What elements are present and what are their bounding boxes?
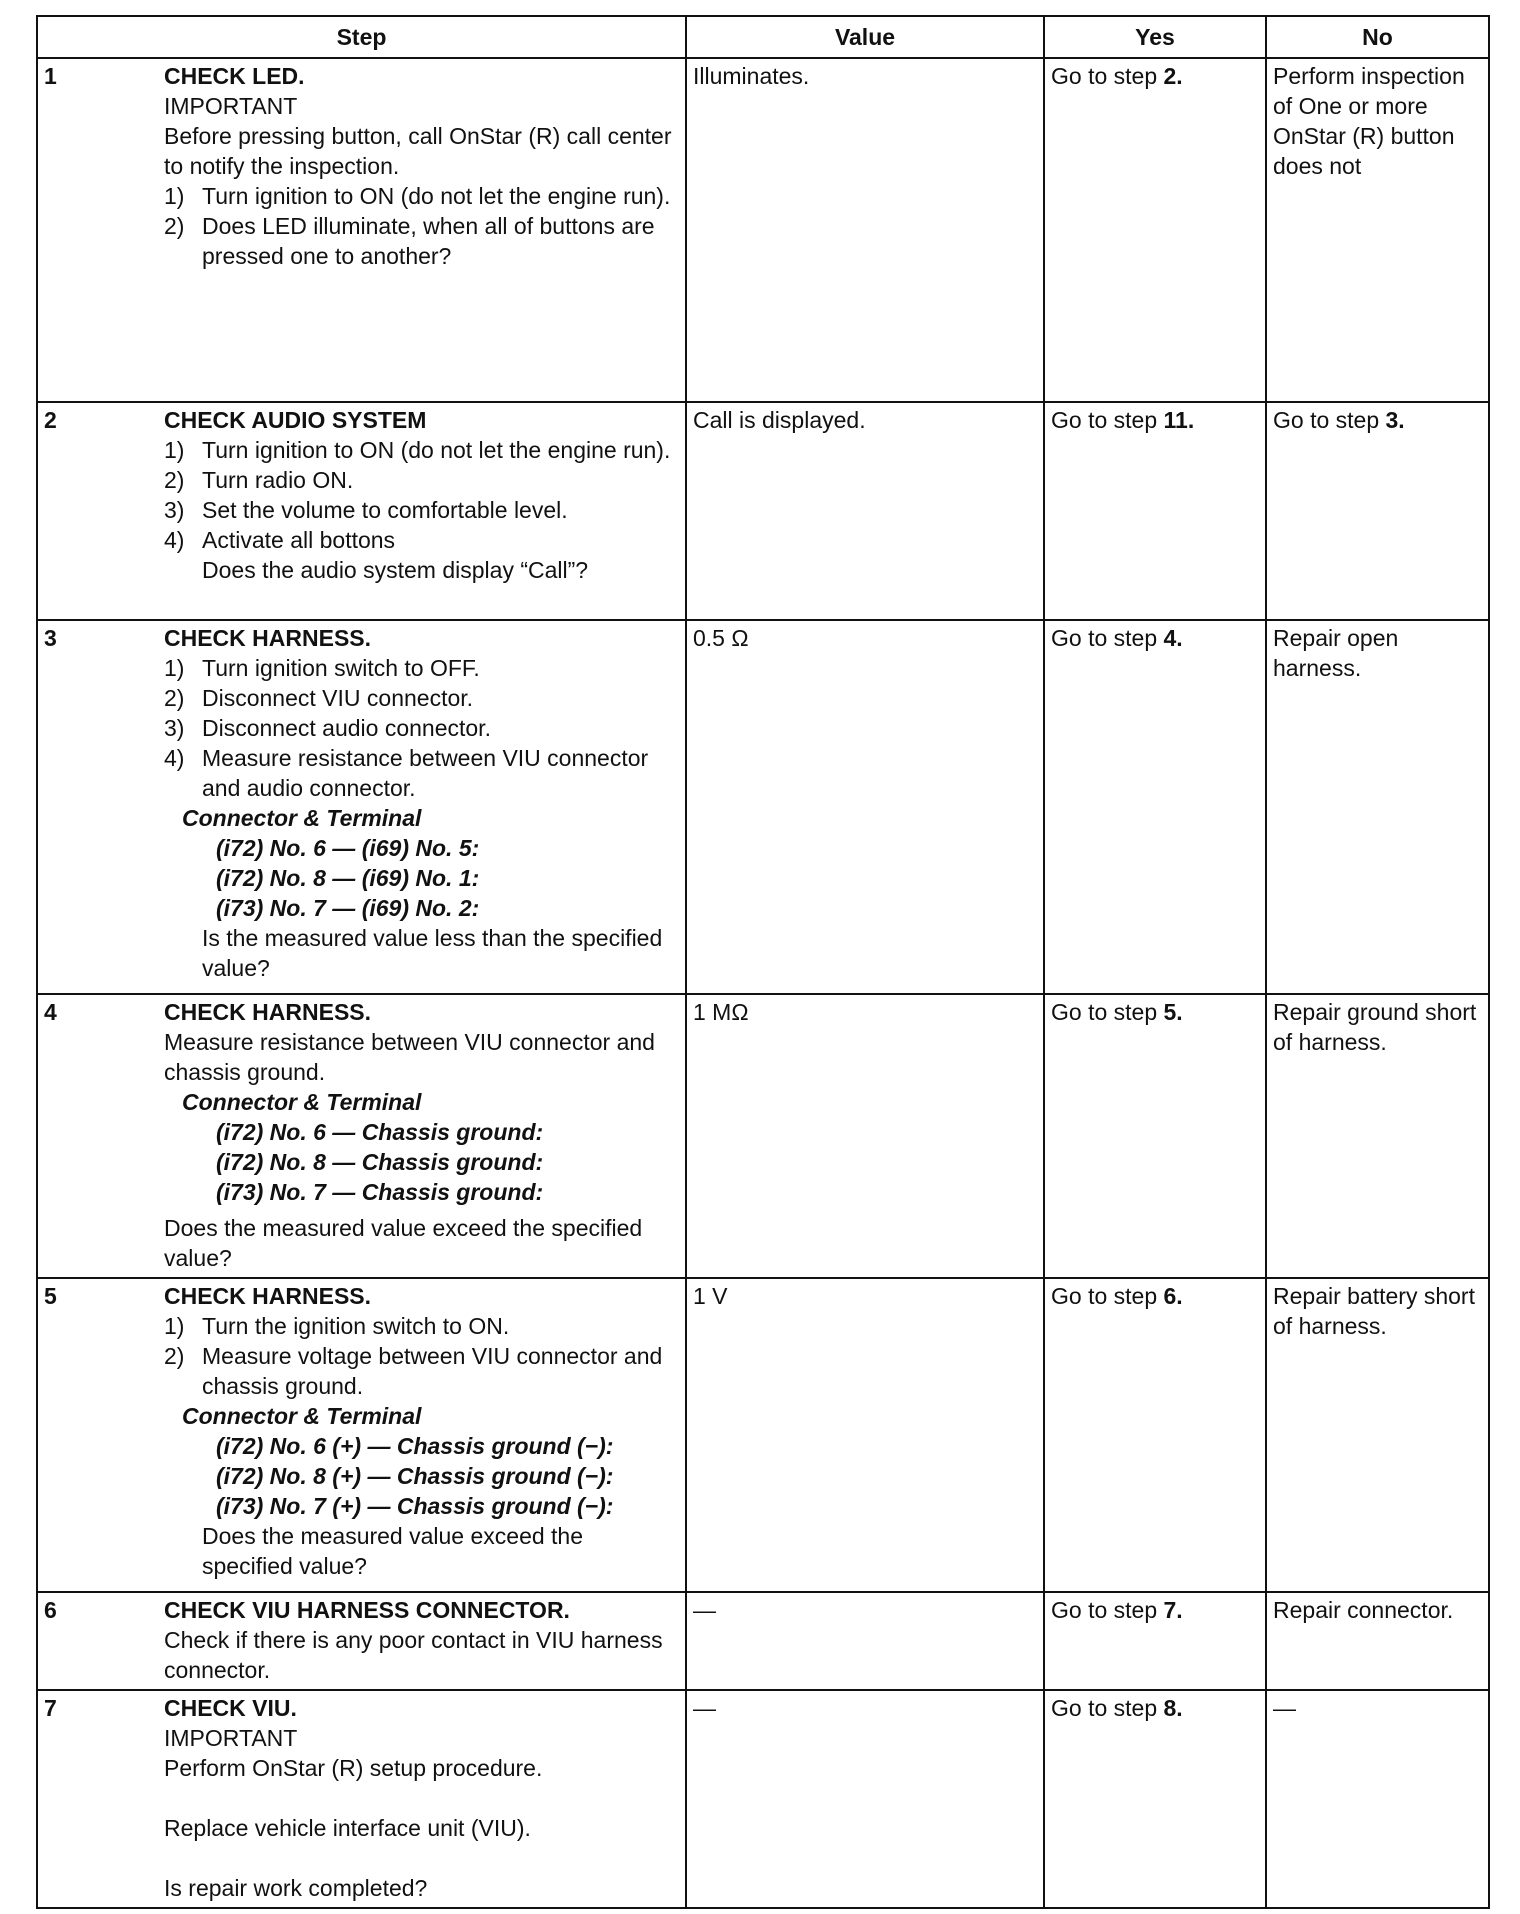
- table-row: [37, 58, 1489, 402]
- value-cell: Illuminates.: [686, 58, 1044, 402]
- list-item: 1) Turn ignition switch to OFF.: [164, 655, 480, 681]
- table-row: [37, 1690, 1489, 1908]
- table-row: [37, 994, 1489, 1278]
- no-cell: Repair battery short of harness.: [1266, 1278, 1489, 1592]
- header-yes: Yes: [1044, 16, 1266, 58]
- no-cell: Repair ground short of harness.: [1266, 994, 1489, 1278]
- step-number: 4: [44, 999, 57, 1025]
- step-title: CHECK HARNESS.: [164, 1283, 372, 1309]
- list-item: 2) Measure voltage between VIU connector and chassis ground.: [164, 1343, 663, 1399]
- step-cell: [37, 994, 686, 1278]
- list-item: 1) Turn ignition to ON (do not let the engine run).: [164, 437, 671, 463]
- step-question: Is the measured value less than the specified value?: [202, 925, 663, 981]
- connector-terminal-label: Connector & Terminal: [182, 1089, 422, 1115]
- yes-cell: Go to step 2.: [1044, 58, 1266, 402]
- no-cell: Repair open harness.: [1266, 620, 1489, 994]
- step-number: 1: [44, 63, 57, 89]
- step-text: Replace vehicle interface unit (VIU).: [164, 1815, 531, 1841]
- step-title: CHECK HARNESS.: [164, 625, 372, 651]
- step-cell: [37, 620, 686, 994]
- step-question: Does the audio system display “Call”?: [202, 557, 589, 583]
- step-cell: [37, 1690, 686, 1908]
- table-row: [37, 1592, 1489, 1690]
- connector-terminal-value: (i72) No. 8 — (i69) No. 1:: [216, 865, 480, 891]
- table-header-row: [37, 16, 1489, 58]
- step-text: IMPORTANT: [164, 93, 298, 119]
- connector-terminal-value: (i72) No. 6 — Chassis ground:: [216, 1119, 544, 1145]
- yes-cell: Go to step 8.: [1044, 1690, 1266, 1908]
- connector-terminal-label: Connector & Terminal: [182, 1403, 422, 1429]
- step-text: Perform OnStar (R) setup procedure.: [164, 1755, 543, 1781]
- no-cell: Repair connector.: [1266, 1592, 1489, 1690]
- list-item: 2) Does LED illuminate, when all of buttons are pressed one to another?: [164, 213, 655, 269]
- yes-cell: Go to step 5.: [1044, 994, 1266, 1278]
- connector-terminal-value: (i73) No. 7 — Chassis ground:: [216, 1179, 544, 1205]
- connector-terminal-value: (i73) No. 7 (+) — Chassis ground (−):: [216, 1493, 614, 1519]
- value-cell: Call is displayed.: [686, 402, 1044, 620]
- value-cell: 0.5 Ω: [686, 620, 1044, 994]
- step-cell: [37, 1278, 686, 1592]
- step-title: CHECK AUDIO SYSTEM: [164, 407, 427, 433]
- yes-cell: Go to step 11.: [1044, 402, 1266, 620]
- step-title: CHECK VIU HARNESS CONNECTOR.: [164, 1597, 570, 1623]
- no-cell: —: [1266, 1690, 1489, 1908]
- step-question: Does the measured value exceed the specified value?: [164, 1215, 643, 1271]
- step-cell: [37, 402, 686, 620]
- step-text: Check if there is any poor contact in VIU harness connector.: [164, 1627, 663, 1683]
- step-cell: [37, 58, 686, 402]
- step-text: IMPORTANT: [164, 1725, 298, 1751]
- list-item: 3) Disconnect audio connector.: [164, 715, 491, 741]
- table-row: [37, 620, 1489, 994]
- step-number: 3: [44, 625, 57, 651]
- step-title: CHECK VIU.: [164, 1695, 297, 1721]
- list-item: 1) Turn ignition to ON (do not let the engine run).: [164, 183, 671, 209]
- yes-cell: Go to step 7.: [1044, 1592, 1266, 1690]
- list-item: 3) Set the volume to comfortable level.: [164, 497, 568, 523]
- step-question: Does the measured value exceed the specified value?: [202, 1523, 584, 1579]
- step-number: 5: [44, 1283, 57, 1309]
- value-cell: 1 MΩ: [686, 994, 1044, 1278]
- list-item: 4) Measure resistance between VIU connector and audio connector.: [164, 745, 649, 801]
- connector-terminal-value: (i73) No. 7 — (i69) No. 2:: [216, 895, 480, 921]
- table-row: [37, 1278, 1489, 1592]
- list-item: 4) Activate all bottons: [164, 527, 396, 553]
- step-cell: [37, 1592, 686, 1690]
- yes-cell: Go to step 4.: [1044, 620, 1266, 994]
- connector-terminal-value: (i72) No. 8 (+) — Chassis ground (−):: [216, 1463, 614, 1489]
- connector-terminal-label: Connector & Terminal: [182, 805, 422, 831]
- step-question: Is repair work completed?: [164, 1875, 428, 1901]
- step-number: 6: [44, 1597, 57, 1623]
- connector-terminal-value: (i72) No. 6 — (i69) No. 5:: [216, 835, 480, 861]
- table-row: [37, 402, 1489, 620]
- step-title: CHECK HARNESS.: [164, 999, 372, 1025]
- step-text: Measure resistance between VIU connector and chassis ground.: [164, 1029, 655, 1085]
- list-item: 2) Disconnect VIU connector.: [164, 685, 474, 711]
- diagnostic-table: [36, 15, 1490, 1909]
- value-cell: —: [686, 1592, 1044, 1690]
- list-item: 2) Turn radio ON.: [164, 467, 354, 493]
- step-text: Before pressing button, call OnStar (R) call center to notify the inspection.: [164, 123, 672, 179]
- list-item: 1) Turn the ignition switch to ON.: [164, 1313, 510, 1339]
- connector-terminal-value: (i72) No. 6 (+) — Chassis ground (−):: [216, 1433, 614, 1459]
- value-cell: —: [686, 1690, 1044, 1908]
- no-cell: Go to step 3.: [1266, 402, 1489, 620]
- yes-cell: Go to step 6.: [1044, 1278, 1266, 1592]
- connector-terminal-value: (i72) No. 8 — Chassis ground:: [216, 1149, 544, 1175]
- step-title: CHECK LED.: [164, 63, 305, 89]
- header-step: Step: [37, 16, 686, 58]
- header-no: No: [1266, 16, 1489, 58]
- header-value: Value: [686, 16, 1044, 58]
- value-cell: 1 V: [686, 1278, 1044, 1592]
- no-cell: Perform inspection of One or more OnStar (R) button does not: [1266, 58, 1489, 402]
- step-number: 2: [44, 407, 57, 433]
- step-number: 7: [44, 1695, 57, 1721]
